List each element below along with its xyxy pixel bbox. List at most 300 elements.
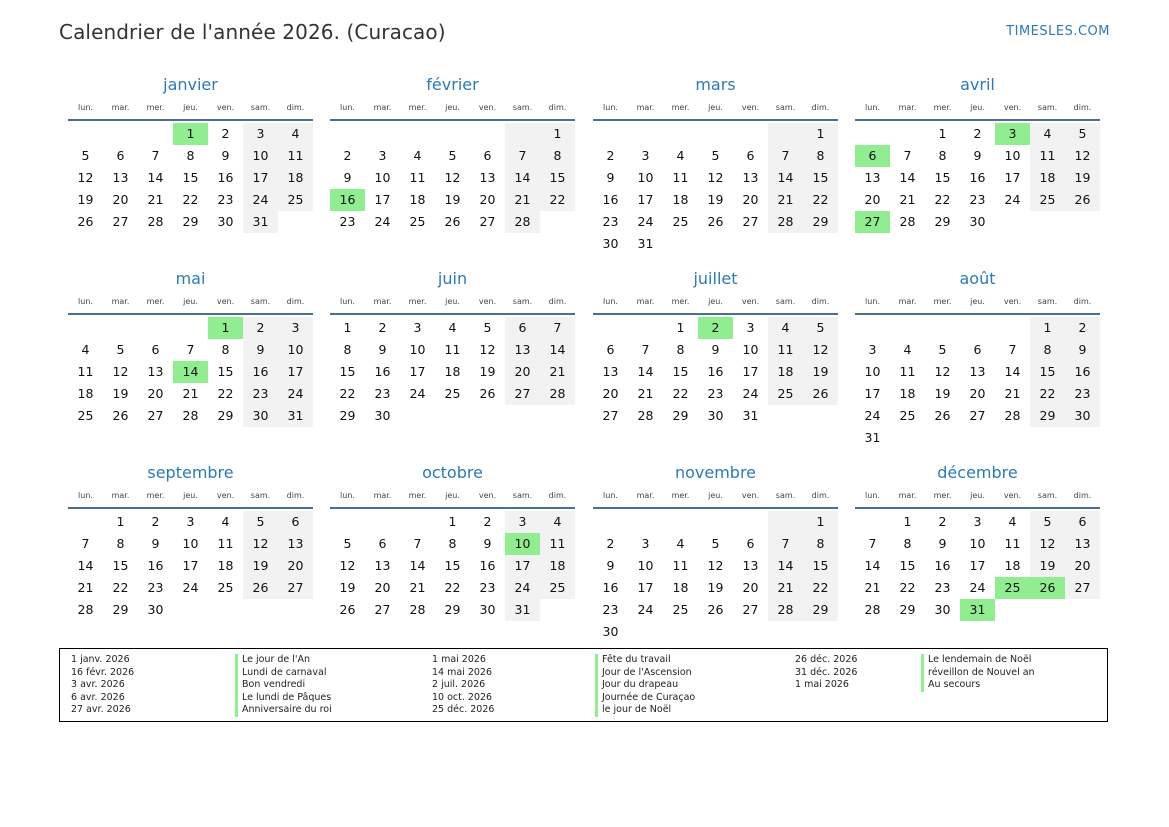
day-cell[interactable]: 14 [147, 170, 164, 185]
day-cell[interactable]: 24 [182, 580, 199, 595]
day-cell[interactable]: 23 [934, 580, 951, 595]
day-cell[interactable]: 28 [182, 408, 199, 423]
day-cell[interactable]: 27 [112, 214, 129, 229]
day-cell[interactable]: 12 [803, 339, 838, 361]
day-cell[interactable]: 29 [339, 408, 356, 423]
day-cell[interactable]: 28 [147, 214, 164, 229]
day-cell[interactable]: 30 [147, 602, 164, 617]
day-cell[interactable]: 26 [112, 408, 129, 423]
day-cell[interactable]: 31 [505, 599, 540, 621]
day-cell[interactable]: 30 [217, 214, 234, 229]
day-cell[interactable]: 15 [803, 167, 838, 189]
day-cell[interactable]: 23 [243, 383, 278, 405]
day-cell[interactable]: 8 [938, 148, 947, 163]
day-cell[interactable]: 5 [243, 511, 278, 533]
day-cell[interactable]: 27 [479, 214, 496, 229]
day-cell[interactable]: 13 [479, 170, 496, 185]
day-cell[interactable]: 10 [637, 170, 654, 185]
day-cell[interactable]: 19 [77, 192, 94, 207]
day-cell[interactable]: 9 [1065, 339, 1100, 361]
day-cell[interactable]: 26 [934, 408, 951, 423]
day-cell[interactable]: 1 [448, 514, 457, 529]
day-cell[interactable]: 8 [676, 342, 685, 357]
day-cell[interactable]: 30 [479, 602, 496, 617]
day-cell[interactable]: 24 [374, 214, 391, 229]
day-cell[interactable]: 11 [409, 170, 426, 185]
day-cell[interactable]: 19 [479, 364, 496, 379]
day-cell[interactable]: 23 [707, 386, 724, 401]
day-cell[interactable]: 6 [1065, 511, 1100, 533]
day-cell[interactable]: 27 [742, 602, 759, 617]
day-cell[interactable]: 4 [676, 148, 685, 163]
day-cell[interactable]: 27 [855, 211, 890, 233]
day-cell[interactable]: 7 [151, 148, 160, 163]
day-cell[interactable]: 9 [606, 170, 615, 185]
day-cell[interactable]: 25 [444, 386, 461, 401]
day-cell[interactable]: 21 [182, 386, 199, 401]
day-cell[interactable]: 13 [742, 558, 759, 573]
day-cell[interactable]: 4 [540, 511, 575, 533]
day-cell[interactable]: 19 [1065, 167, 1100, 189]
day-cell[interactable]: 23 [217, 192, 234, 207]
day-cell[interactable]: 11 [444, 342, 461, 357]
day-cell[interactable]: 3 [995, 123, 1030, 145]
day-cell[interactable]: 25 [672, 602, 689, 617]
day-cell[interactable]: 27 [1065, 577, 1100, 599]
day-cell[interactable]: 23 [479, 580, 496, 595]
day-cell[interactable]: 14 [864, 558, 881, 573]
day-cell[interactable]: 7 [868, 536, 877, 551]
day-cell[interactable]: 2 [243, 317, 278, 339]
day-cell[interactable]: 16 [602, 580, 619, 595]
day-cell[interactable]: 16 [330, 189, 365, 211]
day-cell[interactable]: 4 [768, 317, 803, 339]
day-cell[interactable]: 30 [934, 602, 951, 617]
day-cell[interactable]: 31 [742, 408, 759, 423]
day-cell[interactable]: 1 [938, 126, 947, 141]
day-cell[interactable]: 1 [208, 317, 243, 339]
day-cell[interactable]: 24 [637, 214, 654, 229]
day-cell[interactable]: 7 [641, 342, 650, 357]
day-cell[interactable]: 2 [221, 126, 230, 141]
day-cell[interactable]: 28 [77, 602, 94, 617]
day-cell[interactable]: 13 [374, 558, 391, 573]
day-cell[interactable]: 2 [483, 514, 492, 529]
day-cell[interactable]: 1 [803, 511, 838, 533]
day-cell[interactable]: 8 [803, 145, 838, 167]
day-cell[interactable]: 12 [243, 533, 278, 555]
day-cell[interactable]: 23 [602, 214, 619, 229]
day-cell[interactable]: 5 [711, 148, 720, 163]
day-cell[interactable]: 2 [151, 514, 160, 529]
day-cell[interactable]: 15 [217, 364, 234, 379]
day-cell[interactable]: 16 [707, 364, 724, 379]
day-cell[interactable]: 21 [77, 580, 94, 595]
day-cell[interactable]: 7 [81, 536, 90, 551]
day-cell[interactable]: 27 [278, 577, 313, 599]
day-cell[interactable]: 22 [1030, 383, 1065, 405]
day-cell[interactable]: 15 [339, 364, 356, 379]
day-cell[interactable]: 8 [448, 536, 457, 551]
day-cell[interactable]: 19 [707, 192, 724, 207]
day-cell[interactable]: 18 [672, 192, 689, 207]
day-cell[interactable]: 22 [182, 192, 199, 207]
day-cell[interactable]: 26 [1030, 577, 1065, 599]
day-cell[interactable]: 29 [444, 602, 461, 617]
day-cell[interactable]: 17 [182, 558, 199, 573]
day-cell[interactable]: 2 [938, 514, 947, 529]
day-cell[interactable]: 29 [182, 214, 199, 229]
day-cell[interactable]: 17 [243, 167, 278, 189]
day-cell[interactable]: 2 [378, 320, 387, 335]
day-cell[interactable]: 12 [707, 170, 724, 185]
day-cell[interactable]: 27 [374, 602, 391, 617]
day-cell[interactable]: 16 [147, 558, 164, 573]
day-cell[interactable]: 22 [672, 386, 689, 401]
day-cell[interactable]: 14 [768, 555, 803, 577]
day-cell[interactable]: 15 [540, 167, 575, 189]
day-cell[interactable]: 13 [1065, 533, 1100, 555]
day-cell[interactable]: 18 [672, 580, 689, 595]
day-cell[interactable]: 18 [409, 192, 426, 207]
day-cell[interactable]: 12 [1065, 145, 1100, 167]
day-cell[interactable]: 8 [540, 145, 575, 167]
day-cell[interactable]: 27 [742, 214, 759, 229]
day-cell[interactable]: 24 [409, 386, 426, 401]
day-cell[interactable]: 9 [221, 148, 230, 163]
day-cell[interactable]: 14 [768, 167, 803, 189]
brand-link[interactable]: TIMESLES.COM [1006, 24, 1110, 39]
day-cell[interactable]: 22 [934, 192, 951, 207]
day-cell[interactable]: 5 [1065, 123, 1100, 145]
day-cell[interactable]: 11 [1030, 145, 1065, 167]
day-cell[interactable]: 18 [77, 386, 94, 401]
day-cell[interactable]: 9 [151, 536, 160, 551]
day-cell[interactable]: 21 [409, 580, 426, 595]
day-cell[interactable]: 28 [505, 211, 540, 233]
day-cell[interactable]: 3 [186, 514, 195, 529]
day-cell[interactable]: 11 [899, 364, 916, 379]
day-cell[interactable]: 16 [1065, 361, 1100, 383]
day-cell[interactable]: 20 [278, 555, 313, 577]
day-cell[interactable]: 23 [147, 580, 164, 595]
day-cell[interactable]: 15 [112, 558, 129, 573]
day-cell[interactable]: 11 [672, 170, 689, 185]
day-cell[interactable]: 15 [899, 558, 916, 573]
day-cell[interactable]: 27 [602, 408, 619, 423]
day-cell[interactable]: 17 [278, 361, 313, 383]
day-cell[interactable]: 10 [374, 170, 391, 185]
day-cell[interactable]: 15 [444, 558, 461, 573]
day-cell[interactable]: 31 [243, 211, 278, 233]
day-cell[interactable]: 9 [343, 170, 352, 185]
day-cell[interactable]: 9 [243, 339, 278, 361]
day-cell[interactable]: 14 [173, 361, 208, 383]
day-cell[interactable]: 25 [899, 408, 916, 423]
day-cell[interactable]: 8 [116, 536, 125, 551]
day-cell[interactable]: 14 [540, 339, 575, 361]
day-cell[interactable]: 16 [479, 558, 496, 573]
day-cell[interactable]: 29 [803, 211, 838, 233]
day-cell[interactable]: 6 [483, 148, 492, 163]
day-cell[interactable]: 10 [864, 364, 881, 379]
day-cell[interactable]: 6 [973, 342, 982, 357]
day-cell[interactable]: 20 [602, 386, 619, 401]
day-cell[interactable]: 3 [413, 320, 422, 335]
day-cell[interactable]: 3 [278, 317, 313, 339]
day-cell[interactable]: 21 [540, 361, 575, 383]
day-cell[interactable]: 8 [221, 342, 230, 357]
day-cell[interactable]: 20 [969, 386, 986, 401]
day-cell[interactable]: 14 [505, 167, 540, 189]
day-cell[interactable]: 13 [969, 364, 986, 379]
day-cell[interactable]: 24 [742, 386, 759, 401]
day-cell[interactable]: 26 [1065, 189, 1100, 211]
day-cell[interactable]: 17 [374, 192, 391, 207]
day-cell[interactable]: 9 [711, 342, 720, 357]
day-cell[interactable]: 4 [903, 342, 912, 357]
day-cell[interactable]: 12 [1030, 533, 1065, 555]
day-cell[interactable]: 3 [746, 320, 755, 335]
day-cell[interactable]: 30 [707, 408, 724, 423]
day-cell[interactable]: 16 [243, 361, 278, 383]
day-cell[interactable]: 1 [903, 514, 912, 529]
day-cell[interactable]: 20 [147, 386, 164, 401]
day-cell[interactable]: 20 [742, 192, 759, 207]
day-cell[interactable]: 20 [864, 192, 881, 207]
day-cell[interactable]: 18 [1004, 558, 1021, 573]
day-cell[interactable]: 17 [505, 555, 540, 577]
day-cell[interactable]: 11 [278, 145, 313, 167]
day-cell[interactable]: 9 [938, 536, 947, 551]
day-cell[interactable]: 25 [1030, 189, 1065, 211]
day-cell[interactable]: 12 [112, 364, 129, 379]
day-cell[interactable]: 1 [803, 123, 838, 145]
day-cell[interactable]: 3 [641, 148, 650, 163]
day-cell[interactable]: 24 [637, 602, 654, 617]
day-cell[interactable]: 11 [217, 536, 234, 551]
day-cell[interactable]: 31 [637, 236, 654, 251]
day-cell[interactable]: 13 [864, 170, 881, 185]
day-cell[interactable]: 28 [409, 602, 426, 617]
day-cell[interactable]: 15 [672, 364, 689, 379]
day-cell[interactable]: 12 [339, 558, 356, 573]
day-cell[interactable]: 10 [637, 558, 654, 573]
day-cell[interactable]: 4 [676, 536, 685, 551]
day-cell[interactable]: 24 [505, 577, 540, 599]
day-cell[interactable]: 21 [768, 189, 803, 211]
day-cell[interactable]: 21 [637, 386, 654, 401]
day-cell[interactable]: 20 [112, 192, 129, 207]
day-cell[interactable]: 23 [374, 386, 391, 401]
day-cell[interactable]: 5 [343, 536, 352, 551]
day-cell[interactable]: 11 [540, 533, 575, 555]
day-cell[interactable]: 26 [77, 214, 94, 229]
day-cell[interactable]: 1 [173, 123, 208, 145]
day-cell[interactable]: 6 [746, 148, 755, 163]
day-cell[interactable]: 9 [378, 342, 387, 357]
day-cell[interactable]: 25 [409, 214, 426, 229]
day-cell[interactable]: 1 [1030, 317, 1065, 339]
day-cell[interactable]: 2 [698, 317, 733, 339]
day-cell[interactable]: 29 [217, 408, 234, 423]
day-cell[interactable]: 2 [606, 536, 615, 551]
day-cell[interactable]: 12 [444, 170, 461, 185]
day-cell[interactable]: 9 [483, 536, 492, 551]
day-cell[interactable]: 6 [378, 536, 387, 551]
day-cell[interactable]: 3 [973, 514, 982, 529]
day-cell[interactable]: 16 [602, 192, 619, 207]
day-cell[interactable]: 13 [742, 170, 759, 185]
day-cell[interactable]: 26 [444, 214, 461, 229]
day-cell[interactable]: 26 [243, 577, 278, 599]
day-cell[interactable]: 16 [217, 170, 234, 185]
day-cell[interactable]: 2 [343, 148, 352, 163]
day-cell[interactable]: 4 [413, 148, 422, 163]
day-cell[interactable]: 20 [1065, 555, 1100, 577]
day-cell[interactable]: 26 [339, 602, 356, 617]
day-cell[interactable]: 31 [278, 405, 313, 427]
day-cell[interactable]: 27 [147, 408, 164, 423]
day-cell[interactable]: 1 [116, 514, 125, 529]
day-cell[interactable]: 28 [1004, 408, 1021, 423]
day-cell[interactable]: 2 [606, 148, 615, 163]
day-cell[interactable]: 21 [1004, 386, 1021, 401]
day-cell[interactable]: 10 [969, 536, 986, 551]
day-cell[interactable]: 17 [637, 192, 654, 207]
day-cell[interactable]: 15 [1030, 361, 1065, 383]
day-cell[interactable]: 14 [77, 558, 94, 573]
day-cell[interactable]: 24 [278, 383, 313, 405]
day-cell[interactable]: 17 [742, 364, 759, 379]
day-cell[interactable]: 6 [855, 145, 890, 167]
day-cell[interactable]: 5 [1030, 511, 1065, 533]
day-cell[interactable]: 6 [746, 536, 755, 551]
day-cell[interactable]: 25 [672, 214, 689, 229]
day-cell[interactable]: 7 [903, 148, 912, 163]
day-cell[interactable]: 4 [81, 342, 90, 357]
day-cell[interactable]: 14 [409, 558, 426, 573]
day-cell[interactable]: 7 [505, 145, 540, 167]
day-cell[interactable]: 21 [864, 580, 881, 595]
day-cell[interactable]: 14 [899, 170, 916, 185]
day-cell[interactable]: 27 [969, 408, 986, 423]
day-cell[interactable]: 29 [899, 602, 916, 617]
day-cell[interactable]: 3 [868, 342, 877, 357]
day-cell[interactable]: 10 [505, 533, 540, 555]
day-cell[interactable]: 5 [711, 536, 720, 551]
day-cell[interactable]: 15 [934, 170, 951, 185]
day-cell[interactable]: 6 [278, 511, 313, 533]
day-cell[interactable]: 18 [278, 167, 313, 189]
day-cell[interactable]: 7 [413, 536, 422, 551]
day-cell[interactable]: 9 [606, 558, 615, 573]
day-cell[interactable]: 28 [768, 211, 803, 233]
day-cell[interactable]: 15 [803, 555, 838, 577]
day-cell[interactable]: 28 [864, 602, 881, 617]
day-cell[interactable]: 6 [505, 317, 540, 339]
day-cell[interactable]: 13 [505, 339, 540, 361]
day-cell[interactable]: 31 [960, 599, 995, 621]
day-cell[interactable]: 12 [479, 342, 496, 357]
day-cell[interactable]: 26 [803, 383, 838, 405]
day-cell[interactable]: 17 [637, 580, 654, 595]
day-cell[interactable]: 27 [505, 383, 540, 405]
day-cell[interactable]: 28 [540, 383, 575, 405]
day-cell[interactable]: 6 [116, 148, 125, 163]
day-cell[interactable]: 10 [278, 339, 313, 361]
day-cell[interactable]: 30 [969, 214, 986, 229]
day-cell[interactable]: 31 [864, 430, 881, 445]
day-cell[interactable]: 8 [343, 342, 352, 357]
day-cell[interactable]: 18 [444, 364, 461, 379]
day-cell[interactable]: 7 [186, 342, 195, 357]
day-cell[interactable]: 3 [243, 123, 278, 145]
day-cell[interactable]: 18 [899, 386, 916, 401]
day-cell[interactable]: 26 [707, 602, 724, 617]
day-cell[interactable]: 8 [803, 533, 838, 555]
day-cell[interactable]: 29 [112, 602, 129, 617]
day-cell[interactable]: 5 [938, 342, 947, 357]
day-cell[interactable]: 19 [803, 361, 838, 383]
day-cell[interactable]: 4 [448, 320, 457, 335]
day-cell[interactable]: 4 [1030, 123, 1065, 145]
day-cell[interactable]: 25 [217, 580, 234, 595]
day-cell[interactable]: 29 [672, 408, 689, 423]
day-cell[interactable]: 5 [483, 320, 492, 335]
day-cell[interactable]: 20 [505, 361, 540, 383]
day-cell[interactable]: 23 [339, 214, 356, 229]
day-cell[interactable]: 4 [1008, 514, 1017, 529]
day-cell[interactable]: 24 [864, 408, 881, 423]
day-cell[interactable]: 24 [243, 189, 278, 211]
day-cell[interactable]: 5 [448, 148, 457, 163]
day-cell[interactable]: 28 [637, 408, 654, 423]
day-cell[interactable]: 21 [147, 192, 164, 207]
day-cell[interactable]: 29 [1030, 405, 1065, 427]
day-cell[interactable]: 7 [768, 145, 803, 167]
day-cell[interactable]: 13 [278, 533, 313, 555]
day-cell[interactable]: 16 [969, 170, 986, 185]
day-cell[interactable]: 13 [602, 364, 619, 379]
day-cell[interactable]: 25 [768, 383, 803, 405]
day-cell[interactable]: 30 [374, 408, 391, 423]
day-cell[interactable]: 8 [186, 148, 195, 163]
day-cell[interactable]: 1 [343, 320, 352, 335]
day-cell[interactable]: 22 [803, 189, 838, 211]
day-cell[interactable]: 7 [540, 317, 575, 339]
day-cell[interactable]: 3 [378, 148, 387, 163]
day-cell[interactable]: 4 [221, 514, 230, 529]
day-cell[interactable]: 25 [995, 577, 1030, 599]
day-cell[interactable]: 19 [243, 555, 278, 577]
day-cell[interactable]: 30 [1065, 405, 1100, 427]
day-cell[interactable]: 18 [1030, 167, 1065, 189]
day-cell[interactable]: 10 [409, 342, 426, 357]
day-cell[interactable]: 22 [444, 580, 461, 595]
day-cell[interactable]: 19 [339, 580, 356, 595]
day-cell[interactable]: 1 [676, 320, 685, 335]
day-cell[interactable]: 17 [409, 364, 426, 379]
day-cell[interactable]: 29 [803, 599, 838, 621]
day-cell[interactable]: 12 [934, 364, 951, 379]
day-cell[interactable]: 16 [374, 364, 391, 379]
day-cell[interactable]: 26 [479, 386, 496, 401]
day-cell[interactable]: 10 [182, 536, 199, 551]
day-cell[interactable]: 25 [77, 408, 94, 423]
day-cell[interactable]: 28 [768, 599, 803, 621]
day-cell[interactable]: 17 [864, 386, 881, 401]
